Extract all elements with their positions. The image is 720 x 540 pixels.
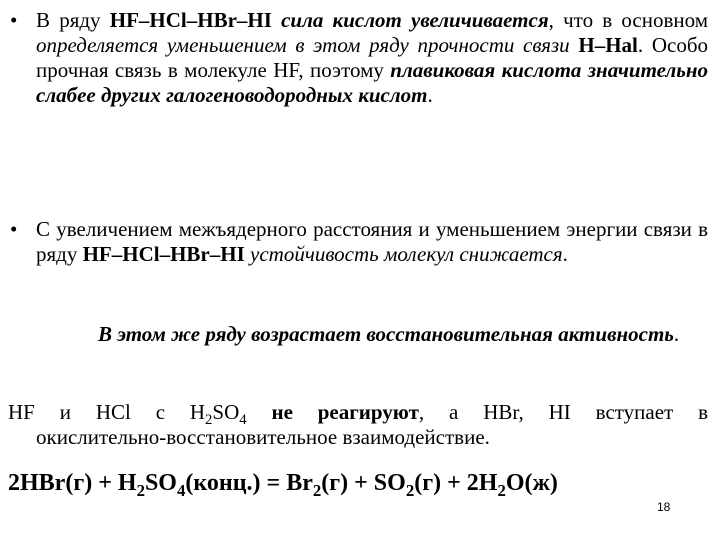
paragraph-acid-strength — [10, 8, 709, 108]
p1-series: HF–HCl–HBr–HI — [109, 8, 272, 32]
p2-text-a: С увеличением межъядерного расстояния и уменьшением энергии связи в ряду — [36, 217, 708, 266]
p4-text-d: не реагируют — [271, 400, 419, 424]
p1-text-b: сила кислот увеличивается — [271, 8, 549, 32]
p4-text-f: окислительно-восстановительное взаимодействие. — [36, 425, 490, 449]
p2-text-d: . — [562, 242, 568, 266]
eq-f: O(ж) — [505, 470, 558, 496]
p4-text-c — [247, 400, 272, 424]
p1-text-e: . Особо прочная связь в молекуле HF, поэтому — [36, 33, 709, 82]
p3-text-a: В этом же ряду возрастает восстановительная активность — [98, 322, 674, 346]
paragraph-sulfuric-acid — [8, 400, 708, 450]
eq-s2: 4 — [176, 480, 186, 500]
eq-s5: 2 — [497, 480, 506, 500]
paragraph-stability — [10, 217, 708, 267]
p4-text-e: , а HBr, HI вступает в — [418, 400, 709, 424]
eq-e: (г) + 2H — [414, 470, 498, 496]
p4-text-b: SO — [212, 400, 240, 424]
p1-hal: H–Hal — [578, 33, 638, 57]
paragraph-reducing-activity — [36, 322, 708, 347]
p4-text-a: HF и HCl с H — [8, 400, 206, 424]
eq-a: 2HBr(г) + H — [8, 470, 137, 496]
eq-s3: 2 — [312, 480, 322, 500]
eq-s4: 2 — [405, 480, 415, 500]
bullet-2: • — [10, 217, 18, 241]
p4-sub-1: 2 — [205, 412, 213, 429]
p1-text-a: В ряду — [36, 8, 110, 32]
bullet-1: • — [10, 8, 18, 32]
p3-text-b: . — [673, 322, 680, 346]
p2-series: HF–HCl–HBr–HI — [82, 242, 245, 266]
p4-sub-2: 4 — [239, 412, 247, 429]
p1-text-g: . — [427, 83, 433, 107]
p1-text-c: , что в основном — [548, 8, 708, 32]
eq-s1: 2 — [136, 480, 145, 500]
reaction-equation — [8, 470, 708, 500]
p1-text-d: определяется уменьшением в этом ряду прочности связи — [36, 33, 579, 57]
eq-c: (конц.) = Br — [185, 470, 313, 496]
p2-text-c: устойчивость молекул снижается — [250, 242, 563, 266]
eq-d: (г) + SO — [321, 470, 406, 496]
eq-b: SO — [144, 470, 177, 496]
p4-line-1 — [8, 400, 709, 429]
page-number: 18 — [657, 500, 671, 514]
p1-text-f: плавиковая кислота значительно слабее других галогеноводородных кислот — [36, 58, 709, 107]
